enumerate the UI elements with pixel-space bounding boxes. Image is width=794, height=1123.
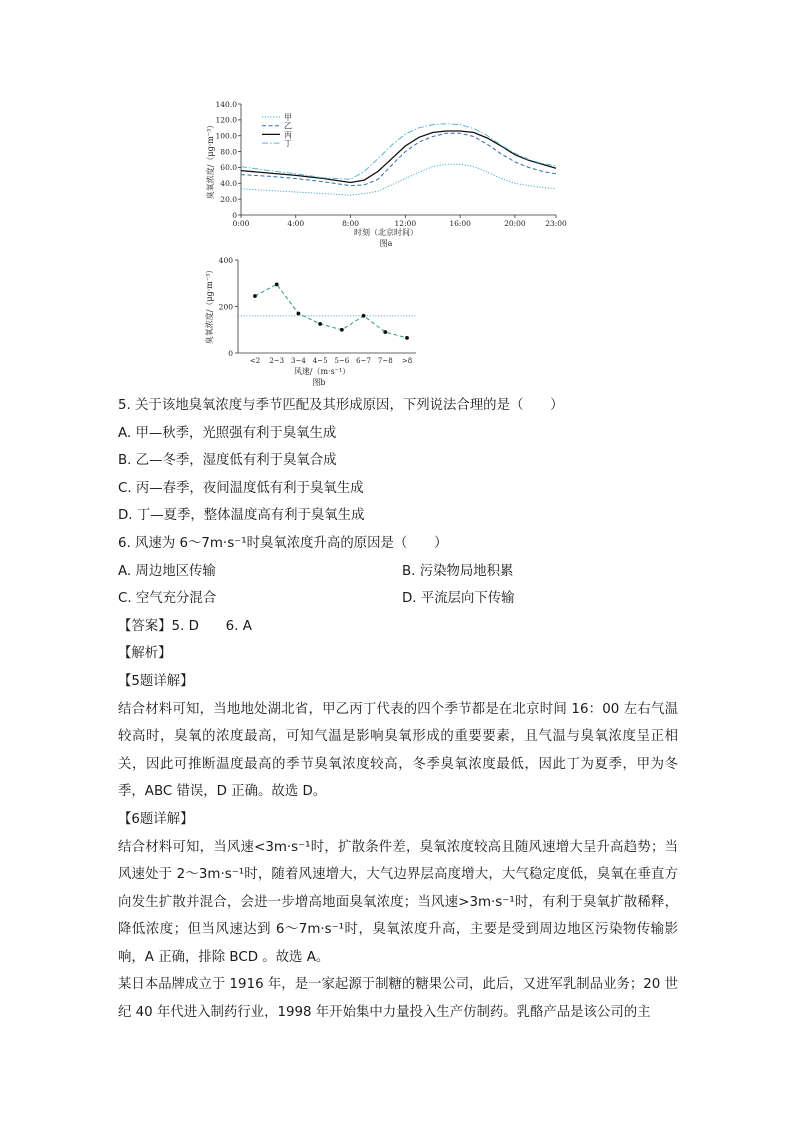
figure-b-data-point	[383, 330, 387, 334]
figure-a-xtick-label: 12:00	[394, 219, 417, 228]
figure-a-ytick-label: 0	[232, 210, 237, 220]
figure-b-data-point	[405, 336, 409, 340]
figure-a-ytick-label: 100.0	[215, 131, 237, 141]
question-6-options-row-2	[118, 585, 678, 613]
question-5-option-b: B. 乙—冬季，湿度低有利于臭氧合成	[118, 453, 337, 469]
figure-b-xtick-label: <2	[249, 357, 261, 365]
figure-a-legend-label: 乙	[284, 121, 292, 131]
figure-b-data-point	[340, 328, 344, 332]
figure-b-ytick-label: 400	[218, 255, 233, 265]
figure-b-xlabel: 风速/（m·s⁻¹）	[293, 367, 351, 376]
figure-a-legend-label: 丙	[284, 130, 292, 140]
figure-a-xtick-label: 4:00	[287, 219, 305, 228]
question-6-options-row-1	[118, 558, 678, 586]
figure-b-data-point	[297, 312, 301, 316]
figure-b-data-point	[318, 322, 322, 326]
figure-a-legend-label: 甲	[284, 113, 292, 122]
figure-a-ytick-label: 80.0	[220, 147, 237, 157]
figure-a-ytick-label: 40.0	[220, 179, 237, 189]
figure-b-ytick-label: 200	[218, 302, 233, 312]
figure-a-xtick-label: 16:00	[449, 219, 471, 228]
question-6-option-b: B. 污染物局地积累	[402, 563, 514, 579]
figure-b-caption: 图b	[312, 378, 326, 387]
figure-a-ytick-label: 140.0	[215, 99, 237, 109]
figure-a-caption: 图a	[379, 239, 393, 248]
detail-5-title: 【5题详解】	[118, 673, 194, 689]
figure-a-chart	[205, 100, 567, 248]
figure-b-xtick-label: 2~3	[269, 357, 285, 365]
question-6-option-d: D. 平流层向下传输	[402, 591, 515, 607]
figure-a-ytick-label: 60.0	[220, 163, 237, 173]
figure-b-ylabel: 臭氧浓度/（μg·m⁻³）	[205, 265, 214, 345]
figure-b-series-line	[255, 284, 407, 338]
analysis-title: 【解析】	[118, 646, 172, 662]
answer-line: 【答案】5. D 6. A	[118, 618, 252, 634]
question-5-option-a: A. 甲—秋季，光照强有利于臭氧生成	[118, 425, 337, 441]
figure-b-xtick-label: 4~5	[312, 357, 328, 365]
figure-b-data-point	[362, 314, 366, 318]
figure-a-xtick-label: 23:00	[545, 219, 567, 228]
figure-a-ylabel: 臭氧浓度/（μg·m⁻³）	[206, 120, 215, 200]
detail-6-title: 【6题详解】	[118, 811, 194, 827]
figure-b-xtick-label: 7~8	[377, 357, 393, 365]
figure-a-ytick-label: 120.0	[215, 115, 237, 125]
figure-b-chart	[204, 256, 416, 387]
question-5-option-c: C. 丙—春季，夜间温度低有利于臭氧生成	[118, 480, 364, 496]
figure-b-data-point	[253, 294, 257, 298]
figure-b-xtick-label: 5~6	[334, 357, 350, 365]
question-5-stem: 5. 关于该地臭氧浓度与季节匹配及其形成原因，下列说法合理的是（ ）	[118, 398, 564, 413]
question-6-option-c: C. 空气充分混合	[118, 591, 217, 607]
detail-5-text: 结合材料可知，当地地处湖北省，甲乙丙丁代表的四个季节都是在北京时间 16：00 左右气温较高时，臭氧的浓度最高，可知气温是影响臭氧形成的重要要素，且气温与臭氧浓度呈正相关，因此可推断温度最高的季节臭氧浓度较高，冬季臭氧浓度最低，因此丁为夏季，甲为冬季，ABC 错误，D 正确。故选 D。	[118, 701, 678, 800]
figures-svg	[0, 0, 794, 400]
figure-a-ytick-label: 20.0	[220, 194, 237, 204]
figure-b-xtick-label: >8	[401, 357, 413, 365]
detail-6-text: 结合材料可知，当风速<3m·s⁻¹时，扩散条件差，臭氧浓度较高且随风速增大呈升高趋势；当风速处于 2～3m·s⁻¹时，随着风速增大，大气边界层高度增大，大气稳定度低，臭氧在垂直方向发生扩散并混合，会进一步增高地面臭氧浓度；当风速>3m·s⁻¹时，有利于臭氧扩散稀释，降低浓度；但当风速达到 6～7m·s⁻¹时，臭氧浓度升高，主要是受到周边地区污染物传输影响，A 正确，排除 BCD 。故选 A。	[118, 839, 678, 965]
figure-a-xlabel: 时刻（北京时间）	[354, 228, 418, 237]
next-question-text: 某日本品牌成立于 1916 年，是一家起源于制糖的糖果公司，此后，又进军乳制品业务；20 世纪 40 年代进入制药行业，1998 年开始集中力量投入生产仿制药。乳酪产品是该公司的主	[118, 977, 678, 1021]
figure-a-series-1-line	[241, 164, 556, 195]
question-5-option-d: D. 丁—夏季，整体温度高有利于臭氧生成	[118, 508, 365, 524]
figure-a-legend-label: 丁	[284, 139, 292, 149]
figure-b-xtick-label: 3~4	[291, 357, 306, 365]
figure-a-xtick-label: 20:00	[504, 219, 526, 228]
figure-b-ytick-label: 0	[228, 348, 233, 358]
question-6-stem: 6. 风速为 6～7m·s⁻¹时臭氧浓度升高的原因是（ ）	[118, 535, 448, 551]
figure-b-data-point	[275, 283, 279, 287]
figure-b-xtick-label: 6~7	[356, 357, 371, 365]
question-6-option-a: A. 周边地区传输	[118, 563, 216, 579]
figure-a-xtick-label: 0:00	[232, 219, 250, 228]
figure-a-xtick-label: 8:00	[342, 219, 359, 228]
document-body	[118, 392, 678, 1027]
